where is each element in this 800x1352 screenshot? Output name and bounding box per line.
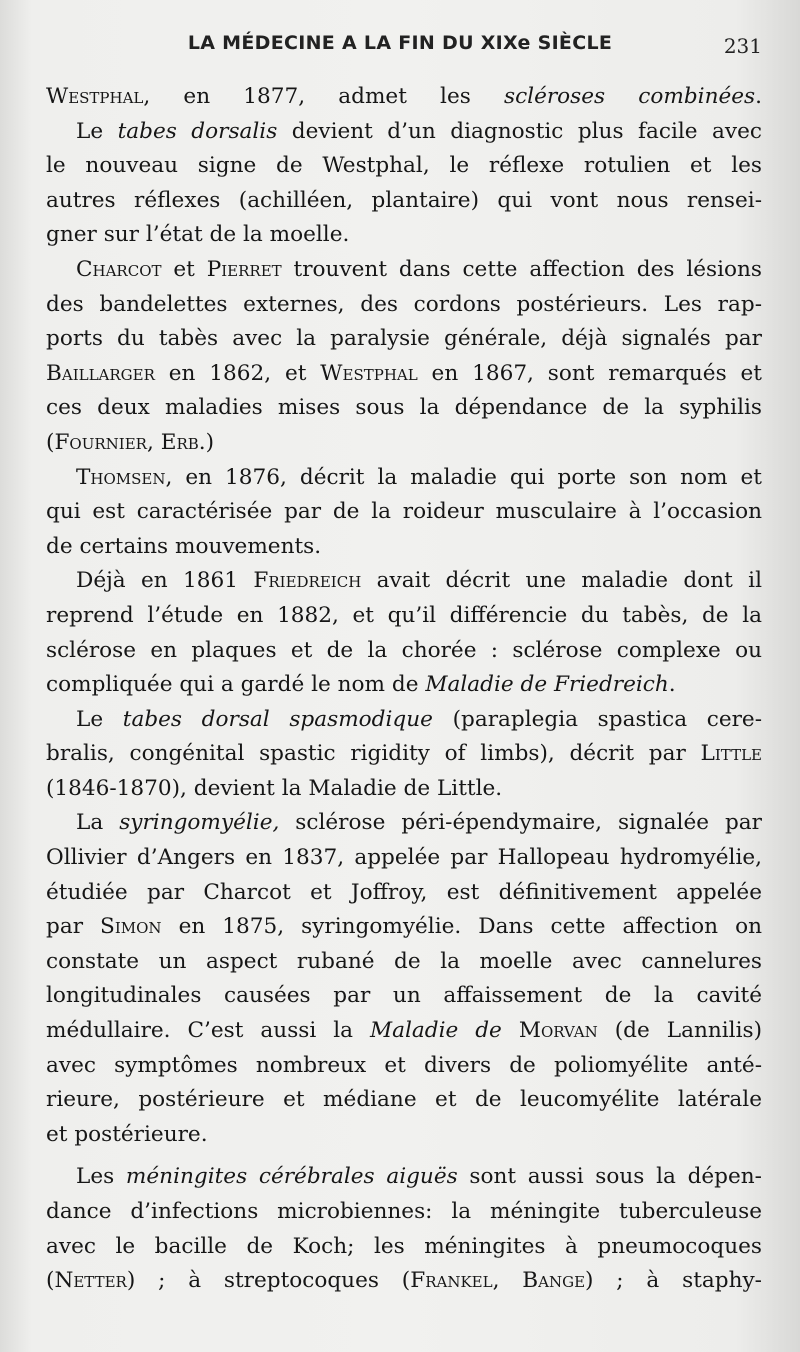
text-line: ces deux maladies mises sous la dépendance de la syphilis	[46, 395, 762, 421]
text-line: étudiée par Charcot et Joffroy, est définitivement appelée	[46, 879, 762, 905]
text-line: Baillarger en 1862, et Westphal en 1867, sont remarqués et	[46, 360, 762, 386]
text-line: ports du tabès avec la paralysie générale, déjà signalés par	[46, 326, 762, 352]
text-line: sclérose en plaques et de la chorée : sclérose complexe ou	[46, 637, 762, 663]
text-line: avec symptômes nombreux et divers de poliomyélite anté-	[46, 1052, 762, 1078]
text-line: Westphal, en 1877, admet les scléroses combinées.	[46, 84, 762, 109]
text-line: qui est caractérisée par de la roideur musculaire à l’occasion	[46, 499, 762, 525]
text-line: gner sur l’état de la moelle.	[46, 222, 350, 248]
text-line: longitudinales causées par un affaissement de la cavité	[46, 983, 762, 1009]
text-line: et postérieure.	[46, 1121, 208, 1147]
text-line: médullaire. C’est aussi la Maladie de Morvan (de Lannilis)	[46, 1018, 762, 1044]
page-header	[0, 32, 800, 64]
text-line: Thomsen, en 1876, décrit la maladie qui porte son nom et	[76, 464, 762, 490]
text-line: avec le bacille de Koch; les méningites à pneumocoques	[46, 1233, 762, 1259]
text-line: rieure, postérieure et médiane et de leucomyélite latérale	[46, 1087, 762, 1113]
text-line: autres réflexes (achilléen, plantaire) qui vont nous rensei-	[46, 187, 762, 213]
text-line: reprend l’étude en 1882, et qu’il différencie du tabès, de la	[46, 602, 762, 628]
text-line: des bandelettes externes, des cordons postérieurs. Les rap-	[46, 291, 762, 317]
text-line: (Fournier, Erb.)	[46, 429, 215, 455]
text-line: La syringomyélie, sclérose péri-épendymaire, signalée par	[76, 810, 762, 836]
text-line: Les méningites cérébrales aiguës sont aussi sous la dépen-	[76, 1164, 762, 1190]
text-line: dance d’infections microbiennes: la méningite tuberculeuse	[46, 1199, 762, 1224]
text-line: Charcot et Pierret trouvent dans cette affection des lésions	[76, 256, 762, 282]
text-line: (1846-1870), devient la Maladie de Little.	[46, 775, 503, 801]
running-title: LA MÉDECINE A LA FIN DU XIXe SIÈCLE	[187, 32, 613, 54]
text-line: Le tabes dorsal spasmodique (paraplegia spastica cere-	[76, 706, 763, 732]
text-line: bralis, congénital spastic rigidity of limbs), décrit par Little	[46, 741, 762, 767]
text-line: Déjà en 1861 Friedreich avait décrit une maladie dont il	[76, 568, 762, 594]
text-line: Le tabes dorsalis devient d’un diagnostic plus facile avec	[76, 118, 762, 144]
body-text	[46, 80, 762, 1299]
text-line: (Netter) ; à streptocoques (Frankel, Bange) ; à staphy-	[46, 1268, 762, 1294]
text-line: compliquée qui a gardé le nom de Maladie de Friedreich.	[46, 672, 676, 698]
text-line: de certains mouvements.	[46, 533, 322, 559]
text-line: constate un aspect rubané de la moelle avec cannelures	[46, 948, 762, 974]
text-line: Ollivier d’Angers en 1837, appelée par Hallopeau hydromyélie,	[46, 845, 762, 871]
text-line: par Simon en 1875, syringomyélie. Dans cette affection on	[46, 914, 763, 940]
page-number: 231	[723, 34, 762, 58]
text-line: le nouveau signe de Westphal, le réflexe rotulien et les	[46, 153, 762, 179]
